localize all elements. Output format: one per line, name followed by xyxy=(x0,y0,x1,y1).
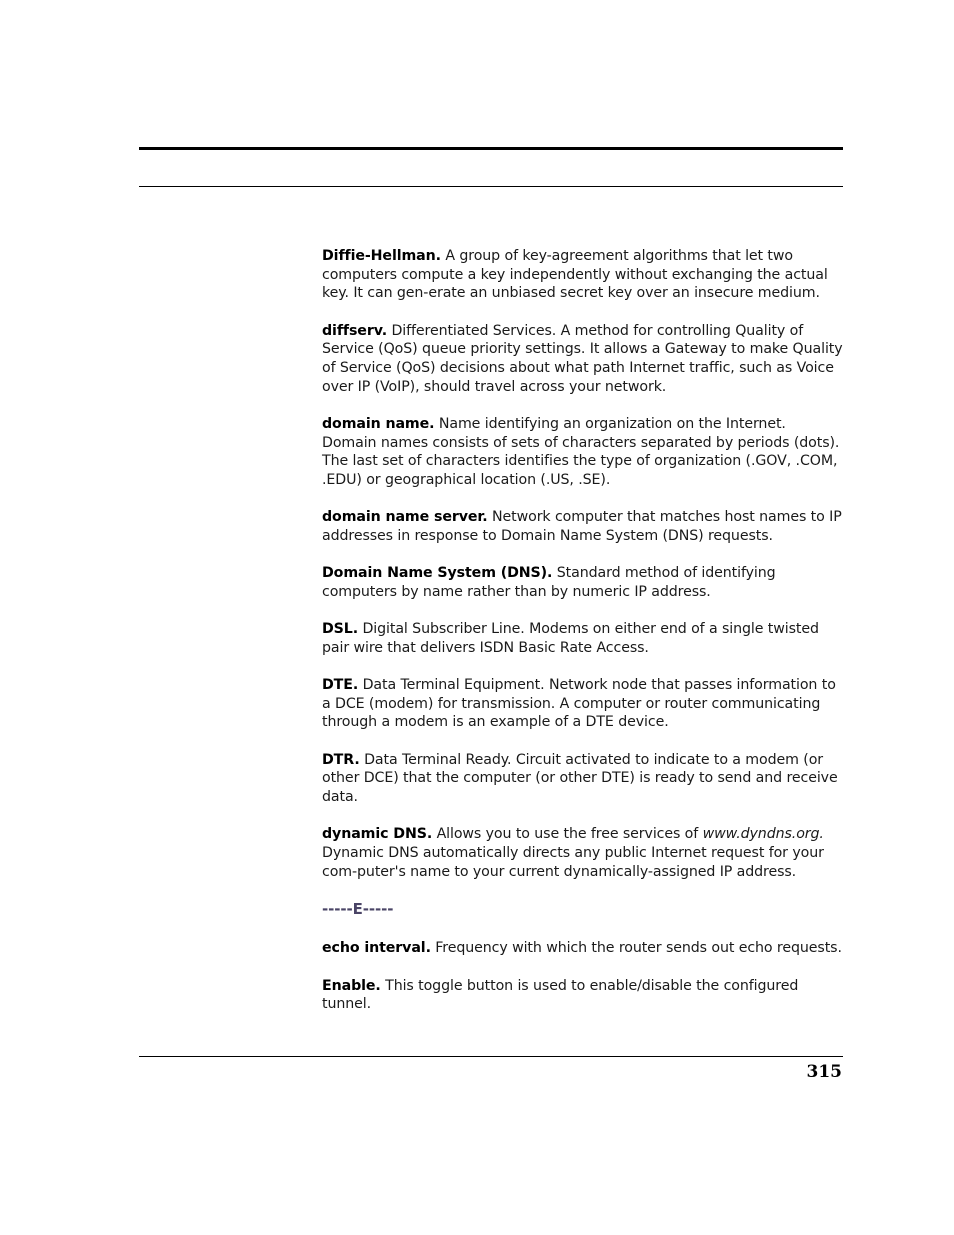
glossary-entry-echo-interval xyxy=(322,939,844,958)
glossary-definition: This toggle button is used to enable/disable the configured tunnel. xyxy=(322,977,799,1013)
glossary-definition: Data Terminal Ready. Circuit activated to indicate to a modem (or other DCE) that the computer (or other DTE) is ready to send and receive data. xyxy=(322,751,838,805)
glossary-content xyxy=(322,247,844,1033)
header-rule-thin xyxy=(139,186,843,187)
glossary-entry-domain-name-server xyxy=(322,508,844,545)
dyndns-url: www.dyndns.org. xyxy=(702,826,824,843)
glossary-entry-dynamic-dns xyxy=(322,825,844,881)
glossary-definition: Digital Subscriber Line. Modems on either end of a single twisted pair wire that delivers ISDN Basic Rate Access. xyxy=(322,621,819,656)
glossary-term: dynamic DNS. xyxy=(322,826,433,843)
glossary-term: echo interval. xyxy=(322,940,431,957)
glossary-entry-enable xyxy=(322,977,844,1014)
glossary-entry-dsl xyxy=(322,620,844,657)
header-rule-thick xyxy=(139,147,843,150)
glossary-definition: Allows you to use the free services of xyxy=(436,826,699,843)
glossary-definition: Differentiated Services. A method for controlling Quality of Service (QoS) queue priority settings. It allows a Gateway to make Quality of Service (QoS) decisions about what path Internet traffic, such as Voice over IP (VoIP), should travel across your network. xyxy=(322,322,843,395)
glossary-definition: A group of key-agreement algorithms that let two computers compute a key independently without exchanging the actual key. It can gen-erate an unbiased secret key over an insecure medium. xyxy=(322,248,828,302)
glossary-entry-dte xyxy=(322,676,844,732)
glossary-entry-diffserv xyxy=(322,322,844,397)
glossary-term: DTR. xyxy=(322,751,360,768)
glossary-definition: Data Terminal Equipment. Network node that passes information to a DCE (modem) for transmission. A computer or router communicating through a modem is an example of a DTE device. xyxy=(322,676,836,731)
glossary-definition: Standard method of identifying computers by name rather than by numeric IP address. xyxy=(322,565,776,600)
glossary-term: domain name. xyxy=(322,415,435,432)
page-number: 315 xyxy=(806,1062,842,1082)
glossary-term: diffserv. xyxy=(322,322,388,339)
section-header-e: -----E----- xyxy=(322,899,394,918)
glossary-term: Domain Name System (DNS). xyxy=(322,565,553,582)
glossary-definition: Dynamic DNS automatically directs any public Internet request for your com-puter's name to your current dynamically-assigned IP address. xyxy=(322,844,824,880)
glossary-term: Diffie-Hellman. xyxy=(322,248,441,264)
glossary-term: DSL. xyxy=(322,621,359,638)
footer-rule xyxy=(139,1056,843,1057)
glossary-entry-domain-name xyxy=(322,415,844,490)
glossary-entry-domain-name-system xyxy=(322,564,844,601)
glossary-definition: Name identifying an organization on the Internet. Domain names consists of sets of characters separated by periods (dots). The last set of characters identifies the type of organization (.GOV, .COM, .EDU) or geographical location (.US, .SE). xyxy=(322,415,840,489)
glossary-definition: Network computer that matches host names to IP addresses in response to Domain Name System (DNS) requests. xyxy=(322,509,842,544)
glossary-entry-diffie-hellman xyxy=(322,247,844,303)
glossary-term: domain name server. xyxy=(322,509,488,526)
glossary-term: DTE. xyxy=(322,676,359,693)
glossary-definition: Frequency with which the router sends out echo requests. xyxy=(435,940,842,957)
glossary-entry-dtr xyxy=(322,751,844,807)
glossary-term: Enable. xyxy=(322,977,381,994)
